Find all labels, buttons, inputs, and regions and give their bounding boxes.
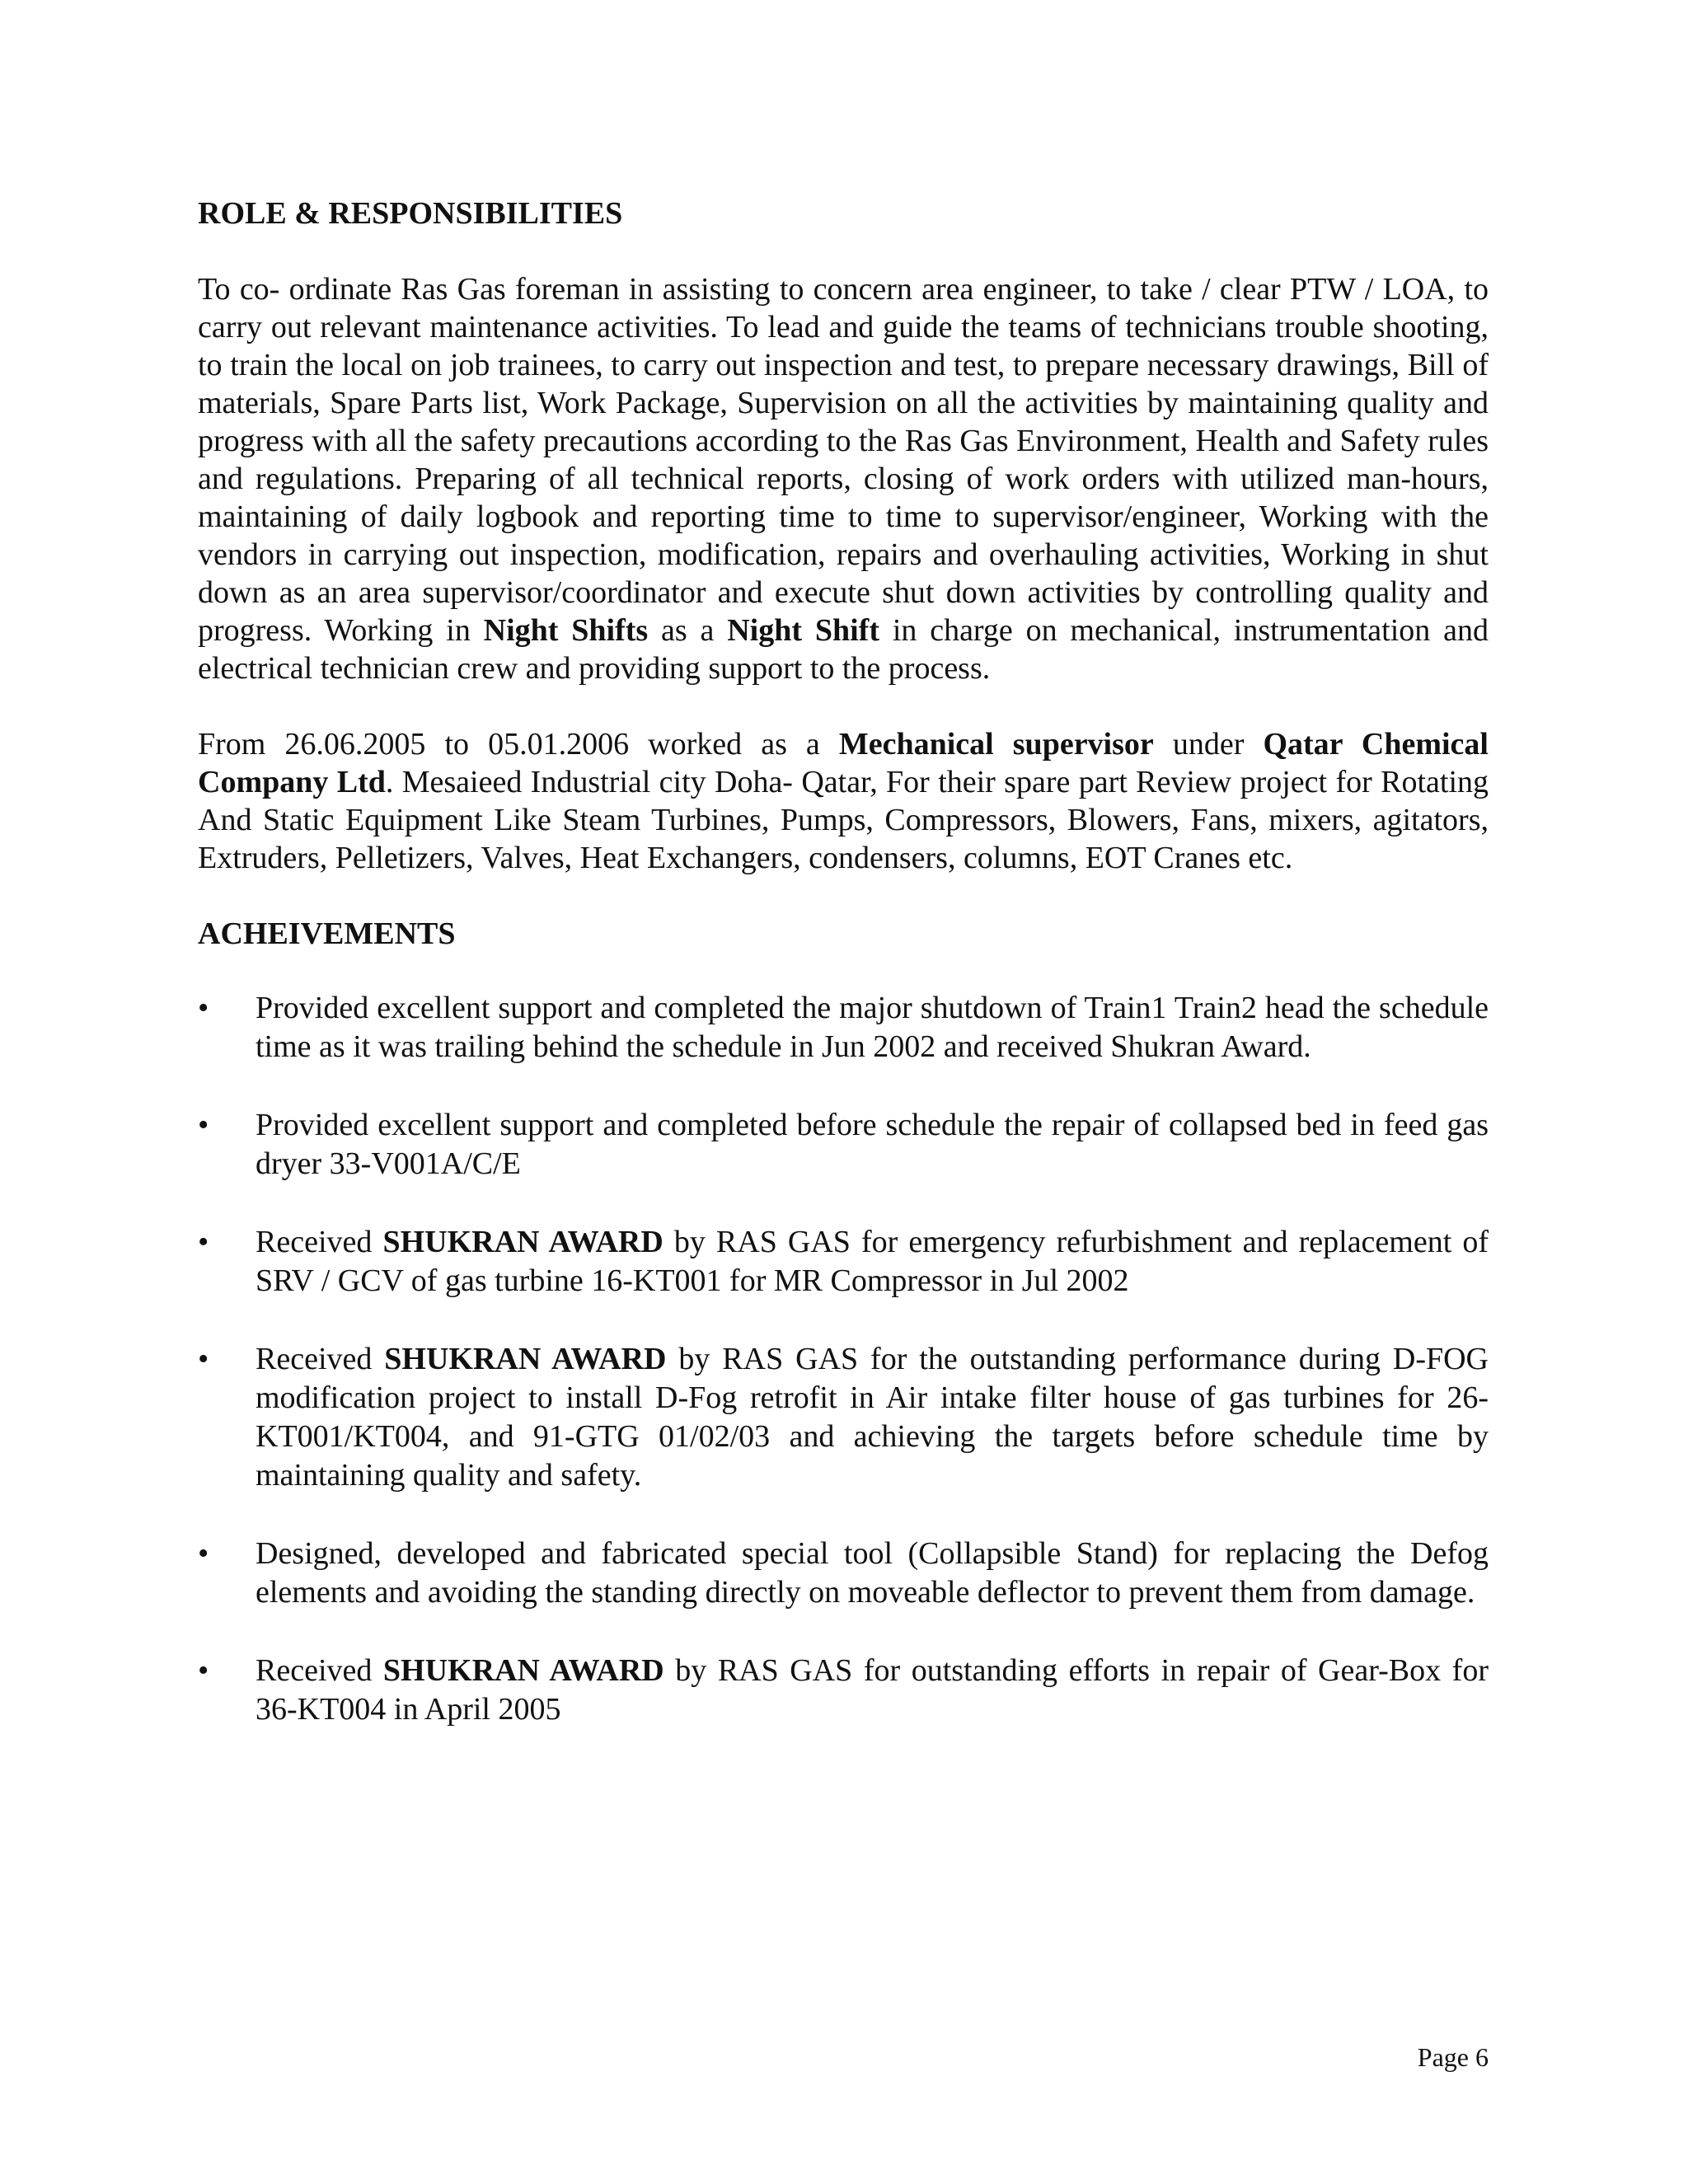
role-text-3: in charge on mechanical, instrumentation and electrical technician crew and providing support to the process. [198,613,1489,686]
list-item [198,1223,1489,1301]
qatar-chemical-paragraph [198,725,1489,877]
qc-text-1: From 26.06.2005 to 05.01.2006 worked as a [198,727,839,762]
qc-text-3: . Mesaieed Industrial city Doha- Qatar, For their spare part Review project for Rotating And Static Equipment Like Steam Turbines, Pumps, Compressors, Blowers, Fans, mixers, agitators, Extruders, Pelletizers, Valves, Heat Exchangers, condensers, columns, EOT Cranes etc. [198,765,1489,875]
role-heading: ROLE & RESPONSIBILITIES [198,196,623,231]
qatar-chemical-bold: Qatar Chemical Company Ltd [198,727,1489,799]
bullet-icon: • [198,1108,209,1142]
item-text: Provided excellent support and completed before schedule the repair of collapsed bed in feed gas dryer 33-V001A/C/E [256,1108,1489,1181]
night-shifts-bold: Night Shifts [483,613,649,648]
qc-text-2: under [1153,727,1264,762]
list-item [198,1106,1489,1183]
mechanical-supervisor-bold: Mechanical supervisor [838,727,1154,762]
role-text-1: To co- ordinate Ras Gas foreman in assisting to concern area engineer, to take / clear PTW / LOA, to carry out relevant maintenance activities. To lead and guide the teams of technicians trouble shooting, to train the local on job trainees, to carry out inspection and test, to prepare necessary drawings, Bill of materials, Spare Parts list, Work Package, Supervision on all the activities by maintaining quality and progress with all the safety precautions according to the Ras Gas Environment, Health and Safety rules and regulations. Preparing of all technical reports, closing of work orders with utilized man-hours, maintaining of daily logbook and reporting time to time to supervisor/engineer, Working with the vendors in carrying out inspection, modification, repairs and overhauling activities, Working in shut down as an area supervisor/coordinator and execute shut down activities by controlling quality and progress. Working in [198,272,1489,648]
award-bold: SHUKRAN AWARD [384,1342,667,1376]
achievements-list [198,989,1489,1729]
item-text-post: by RAS GAS for outstanding efforts in repair of Gear-Box for 36-KT004 in April 2005 [256,1653,1489,1727]
achievements-heading: ACHEIVEMENTS [198,916,456,951]
night-shift-bold: Night Shift [727,613,879,648]
list-item [198,989,1489,1066]
bullet-icon: • [198,1653,209,1688]
role-paragraph [198,270,1489,687]
item-text-post: by RAS GAS for emergency refurbishment and replacement of SRV / GCV of gas turbine 16-KT001 for MR Compressor in Jul 2002 [256,1225,1489,1298]
item-text-pre: Received [256,1225,383,1259]
item-text-post: by RAS GAS for the outstanding performance during D-FOG modification project to install D-Fog retrofit in Air intake filter house of gas turbines for 26-KT001/KT004, and 91-GTG 01/02/03 and achieving the targets before schedule time by maintaining quality and safety. [256,1342,1489,1493]
list-item [198,1340,1489,1495]
item-text-pre: Received [256,1653,383,1688]
list-item [198,1652,1489,1729]
award-bold: SHUKRAN AWARD [382,1225,663,1259]
bullet-icon: • [198,991,209,1025]
list-item [198,1535,1489,1612]
bullet-icon: • [198,1225,209,1259]
item-text: Designed, developed and fabricated special tool (Collapsible Stand) for replacing the Defog elements and avoiding the standing directly on moveable deflector to prevent them from damage. [256,1536,1489,1610]
bullet-icon: • [198,1536,209,1571]
item-text-pre: Received [256,1342,385,1376]
award-bold: SHUKRAN AWARD [382,1653,664,1688]
page-number: Page 6 [1417,2042,1489,2072]
item-text: Provided excellent support and completed the major shutdown of Train1 Train2 head the schedule time as it was trailing behind the schedule in Jun 2002 and received Shukran Award. [256,991,1489,1064]
role-text-2: as a [648,613,728,648]
bullet-icon: • [198,1342,209,1376]
document-page [198,194,1489,1769]
